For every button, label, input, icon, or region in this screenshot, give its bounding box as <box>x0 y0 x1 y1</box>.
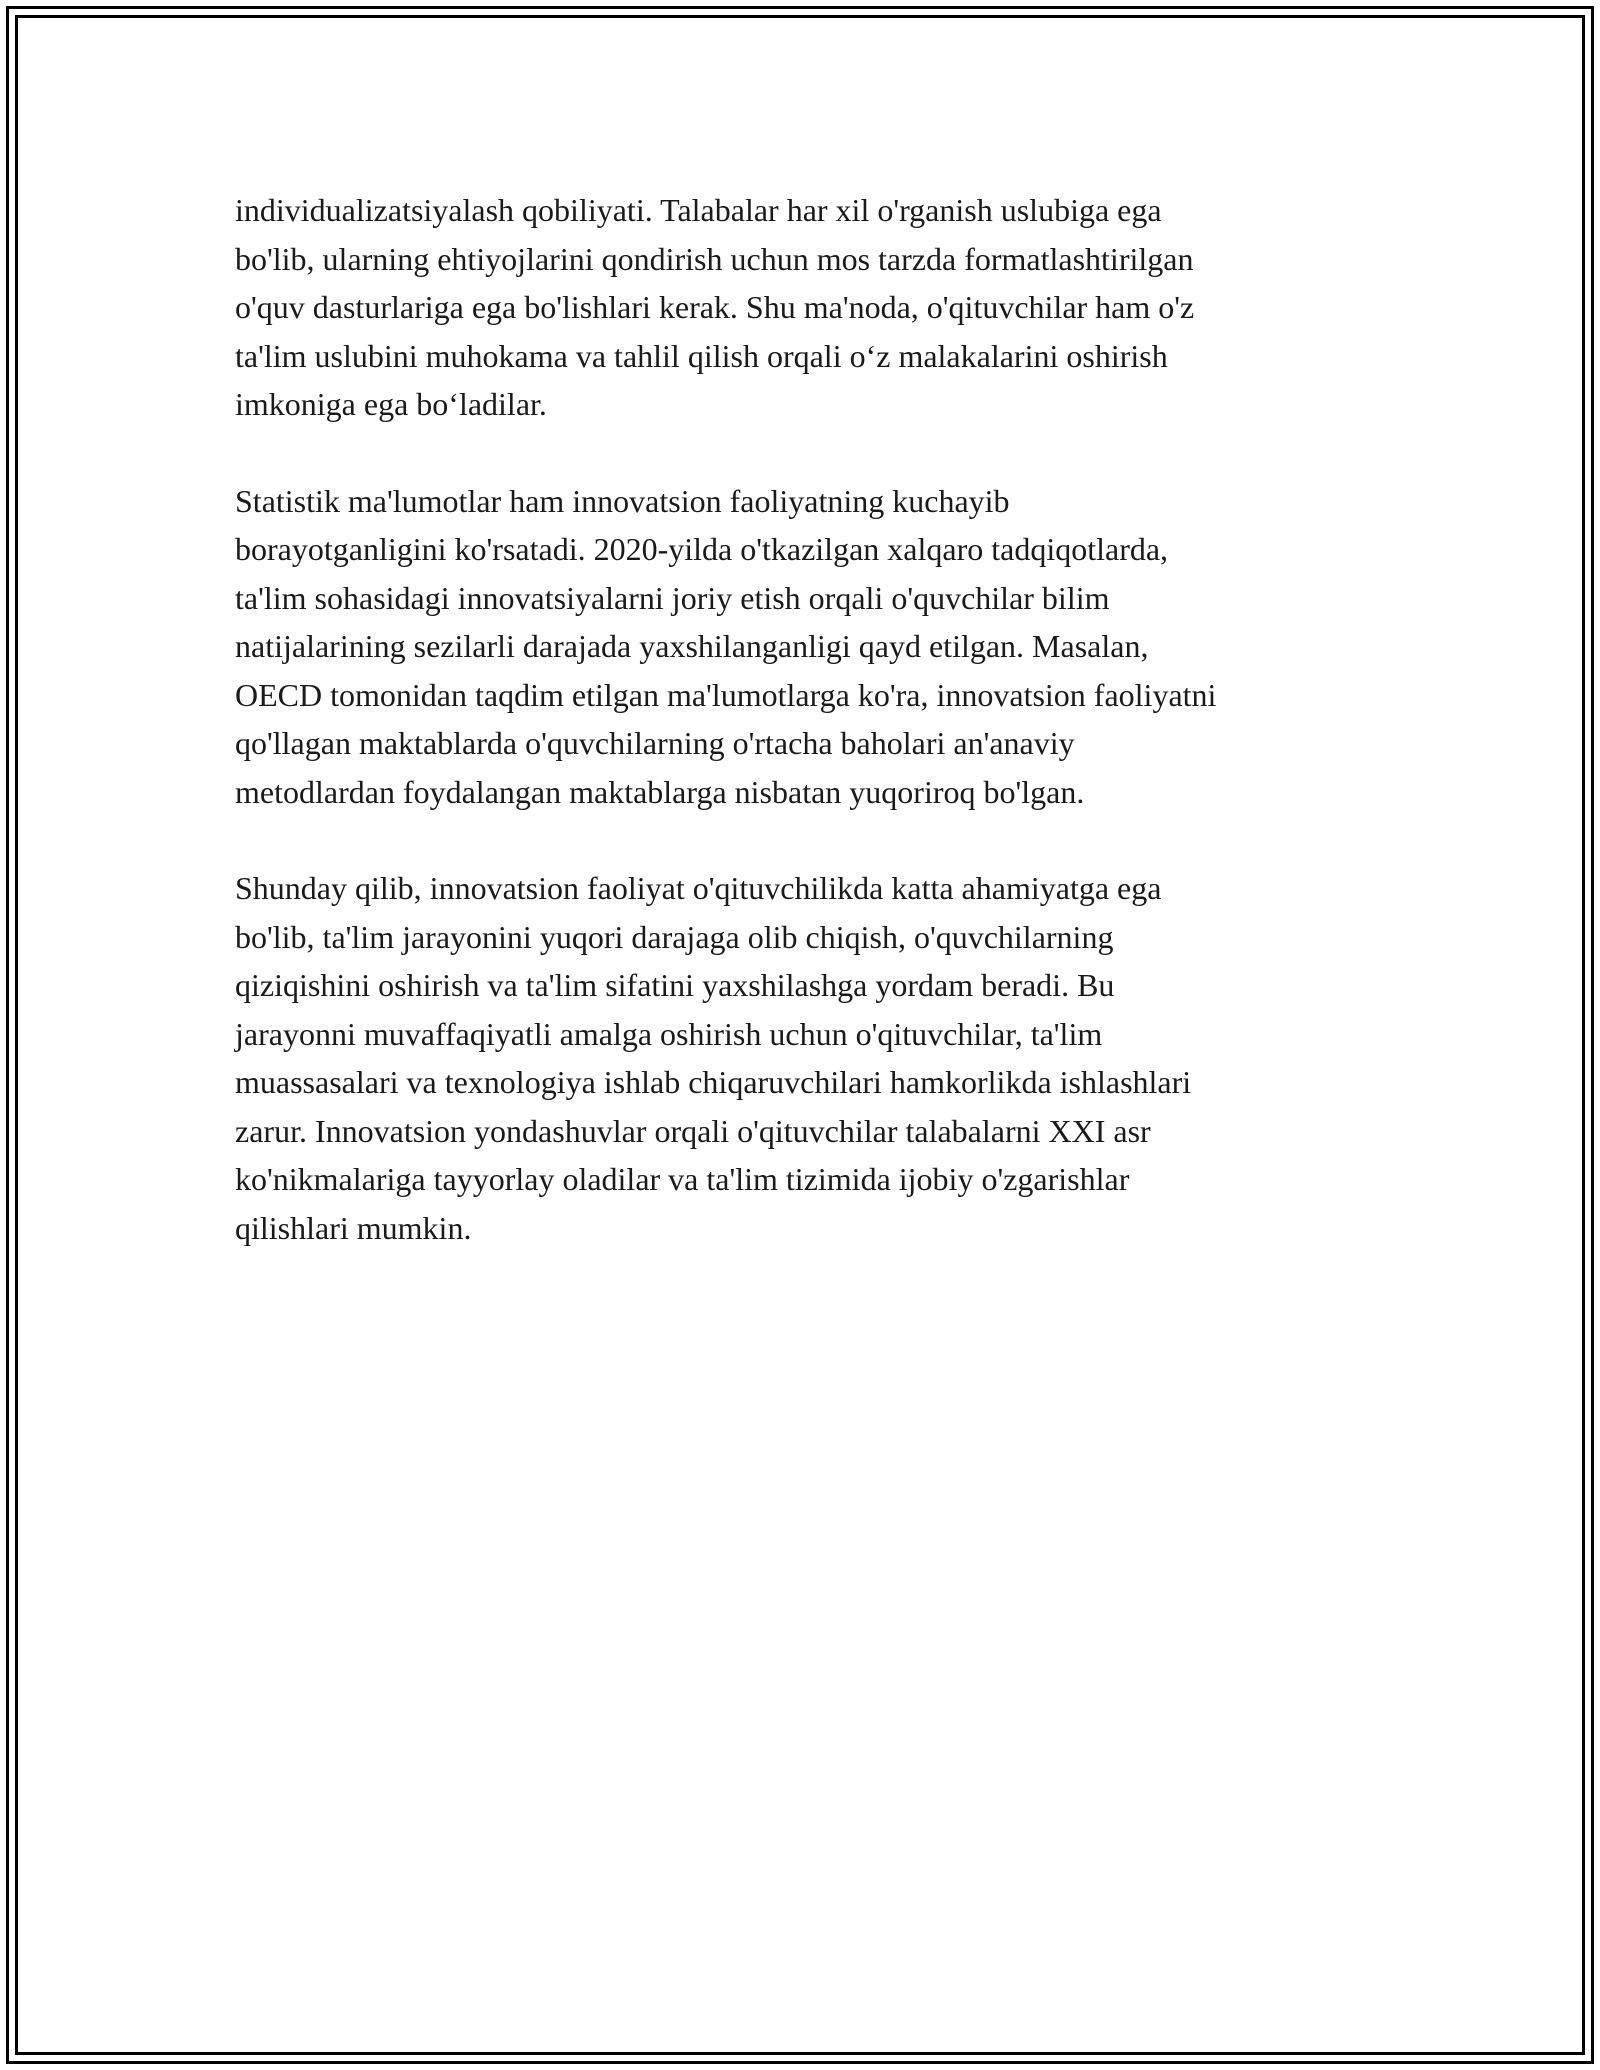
paragraph-line: ko'nikmalariga tayyorlay oladilar va ta'lim tizimida ijobiy o'zgarishlar <box>235 1161 1130 1197</box>
paragraph-line: natijalarining sezilarli darajada yaxshilanganligi qayd etilgan. Masalan, <box>235 628 1149 664</box>
paragraph-1 <box>235 186 1385 429</box>
paragraph-line: metodlardan foydalangan maktablarga nisbatan yuqoriroq bo'lgan. <box>235 773 1085 810</box>
document-body <box>235 186 1385 1300</box>
paragraph-line: borayotganligini ko'rsatadi. 2020-yilda o'tkazilgan xalqaro tadqiqotlarda, <box>235 531 1169 567</box>
paragraph-line: OECD tomonidan taqdim etilgan ma'lumotlarga ko'ra, innovatsion faoliyatni <box>235 676 1217 713</box>
paragraph-line: muassasalari va texnologiya ishlab chiqaruvchilari hamkorlikda ishlashlari <box>235 1064 1192 1100</box>
paragraph-line: ta'lim sohasidagi innovatsiyalarni joriy etish orqali o'quvchilar bilim <box>235 579 1110 616</box>
paragraph-line: jarayonni muvaffaqiyatli amalga oshirish uchun o'qituvchilar, ta'lim <box>235 1015 1103 1052</box>
paragraph-line: Statistik ma'lumotlar ham innovatsion faoliyatning kuchayib <box>235 482 1010 519</box>
paragraph-line: ta'lim uslubini muhokama va tahlil qilish orqali o‘z malakalarini oshirish <box>235 337 1168 374</box>
paragraph-line: Shunday qilib, innovatsion faoliyat o'qituvchilikda katta ahamiyatga ega <box>235 870 1162 906</box>
paragraph-line: o'quv dasturlariga ega bo'lishlari kerak. Shu ma'noda, o'qituvchilar ham o'z <box>235 289 1195 325</box>
paragraph-line: individualizatsiyalash qobiliyati. Talabalar har xil o'rganish uslubiga ega <box>235 192 1162 228</box>
paragraph-2 <box>235 477 1385 817</box>
paragraph-line: zarur. Innovatsion yondashuvlar orqali o'qituvchilar talabalarni XXI asr <box>235 1112 1151 1149</box>
paragraph-line: bo'lib, ta'lim jarayonini yuqori darajaga olib chiqish, o'quvchilarning <box>235 918 1114 955</box>
paragraph-3 <box>235 864 1385 1252</box>
paragraph-line: qilishlari mumkin. <box>235 1209 472 1246</box>
paragraph-line: imkoniga ega bo‘ladilar. <box>235 386 547 422</box>
paragraph-line: qo'llagan maktablarda o'quvchilarning o'rtacha baholari an'anaviy <box>235 725 1075 761</box>
paragraph-line: qiziqishini oshirish va ta'lim sifatini yaxshilashga yordam beradi. Bu <box>235 967 1115 1003</box>
paragraph-line: bo'lib, ularning ehtiyojlarini qondirish uchun mos tarzda formatlashtirilgan <box>235 240 1194 277</box>
